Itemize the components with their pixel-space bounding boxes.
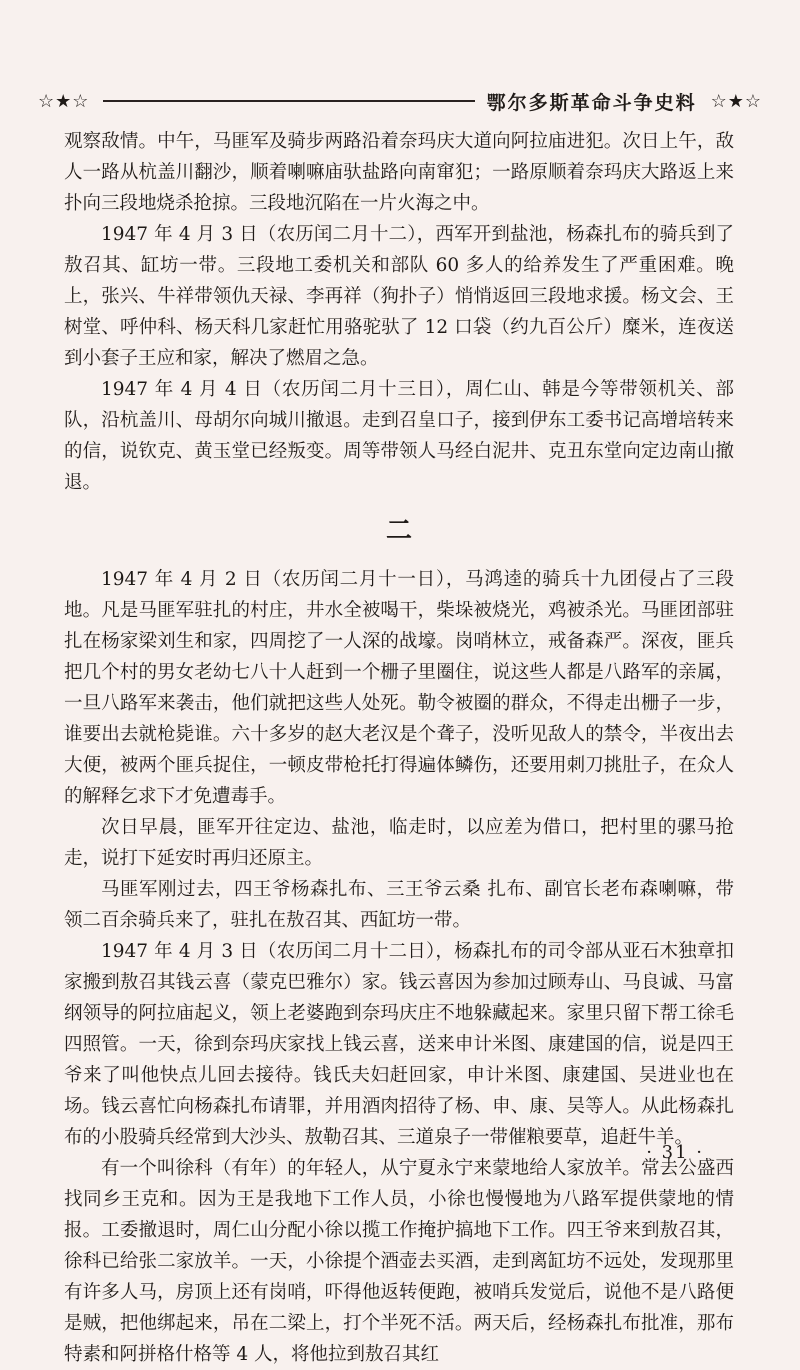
header-left-stars: ☆★☆ — [38, 90, 90, 112]
section-heading: 二 — [385, 516, 412, 546]
header-right-stars: ☆★☆ — [710, 90, 762, 112]
paragraph: 观察敌情。中午，马匪军及骑步两路沿着奈玛庆大道向阿拉庙进犯。次日上午，敌人一路从杭盖川翻沙，顺着喇嘛庙驮盐路向南窜犯；一路原顺着奈玛庆大路返上来扑向三段地烧杀抢掠。三段地沉陷在一片火海之中。 — [64, 131, 734, 214]
paragraph: 1947 年 4 月 3 日（农历闰二月十二日），杨森扎布的司令部从亚石木独章扣家搬到敖召其钱云喜（蒙克巴雅尔）家。钱云喜因为参加过顾寿山、马良诚、马富纲领导的阿拉庙起义，领上老婆跑到奈玛庆庄不地躲藏起来。家里只留下帮工徐毛四照管。一天，徐到奈玛庆家找上钱云喜，送来申计米图、康建国的信，说是四王爷来了叫他快点儿回去接待。钱氏夫妇赶回家，申计米图、康建国、吴进业也在场。钱云喜忙向杨森扎布请罪，并用酒肉招待了杨、申、康、吴等人。从此杨森扎布的小股骑兵经常到大沙头、敖勒召其、三道泉子一带催粮要草，追赶牛羊。 — [64, 941, 734, 1148]
paragraph: 次日早晨，匪军开往定边、盐池，临走时，以应差为借口，把村里的骡马抢走，说打下延安时再归还原主。 — [64, 817, 734, 869]
paragraph: 马匪军刚过去，四王爷杨森扎布、三王爷云桑 扎布、副官长老布森喇嘛，带领二百余骑兵来了，驻扎在敖召其、西缸坊一带。 — [64, 879, 734, 931]
paragraph: 1947 年 4 月 3 日（农历闰二月十二），西军开到盐池，杨森扎布的骑兵到了敖召其、缸坊一带。三段地工委机关和部队 60 多人的给养发生了严重困难。晚上，张兴、牛祥带领仇天禄、李再祥（狗扑子）悄悄返回三段地求援。杨文会、王树堂、呼仲科、杨天科几家赶忙用骆驼驮了 12 口袋（约九百公斤）糜米，连夜送到小套子王应和家，解决了燃眉之急。 — [64, 224, 734, 369]
paragraph: 有一个叫徐科（有年）的年轻人，从宁夏永宁来蒙地给人家放羊。常去公盛西找同乡王克和。因为王是我地下工作人员，小徐也慢慢地为八路军提供蒙地的情报。工委撤退时，周仁山分配小徐以揽工作掩护搞地下工作。四王爷来到敖召其，徐科已给张二家放羊。一天，小徐提个酒壶去买酒，走到离缸坊不远处，发现那里有许多人马，房顶上还有岗哨，吓得他返转便跑，被哨兵发觉后，说他不是八路便是贼，把他绑起来，吊在二梁上，打个半死不活。两天后，经杨森扎布批准，那布特素和阿拼格什格等 4 人，将他拉到敖召其红 — [64, 1158, 734, 1365]
header-title: 鄂尔多斯革命斗争史料 — [486, 91, 697, 114]
body-text — [64, 126, 734, 1370]
paragraph: 1947 年 4 月 2 日（农历闰二月十一日），马鸿逵的骑兵十九团侵占了三段地。凡是马匪军驻扎的村庄，井水全被喝干，柴垛被烧光，鸡被杀光。马匪团部驻扎在杨家梁刘生和家，四周挖了一人深的战壕。岗哨林立，戒备森严。深夜，匪兵把几个村的男女老幼七八十人赶到一个栅子里圈住，说这些人都是八路军的亲属，一旦八路军来袭击，他们就把这些人处死。勒令被圈的群众，不得走出栅子一步，谁要出去就枪毙谁。六十多岁的赵大老汉是个聋子，没听见敌人的禁令，半夜出去大便，被两个匪兵捉住，一顿皮带枪托打得遍体鳞伤，还要用刺刀挑肚子，在众人的解释乞求下才免遭毒手。 — [64, 569, 734, 807]
header-rule — [103, 100, 474, 102]
page-number: · 31 · — [646, 1142, 704, 1163]
paragraph: 1947 年 4 月 4 日（农历闰二月十三日），周仁山、韩是今等带领机关、部队，沿杭盖川、母胡尔向城川撤退。走到召皇口子，接到伊东工委书记高增培转来的信，说钦克、黄玉堂已经叛变。周等带领人马经白泥井、克丑东堂向定边南山撤退。 — [64, 379, 734, 493]
running-header — [38, 88, 762, 114]
